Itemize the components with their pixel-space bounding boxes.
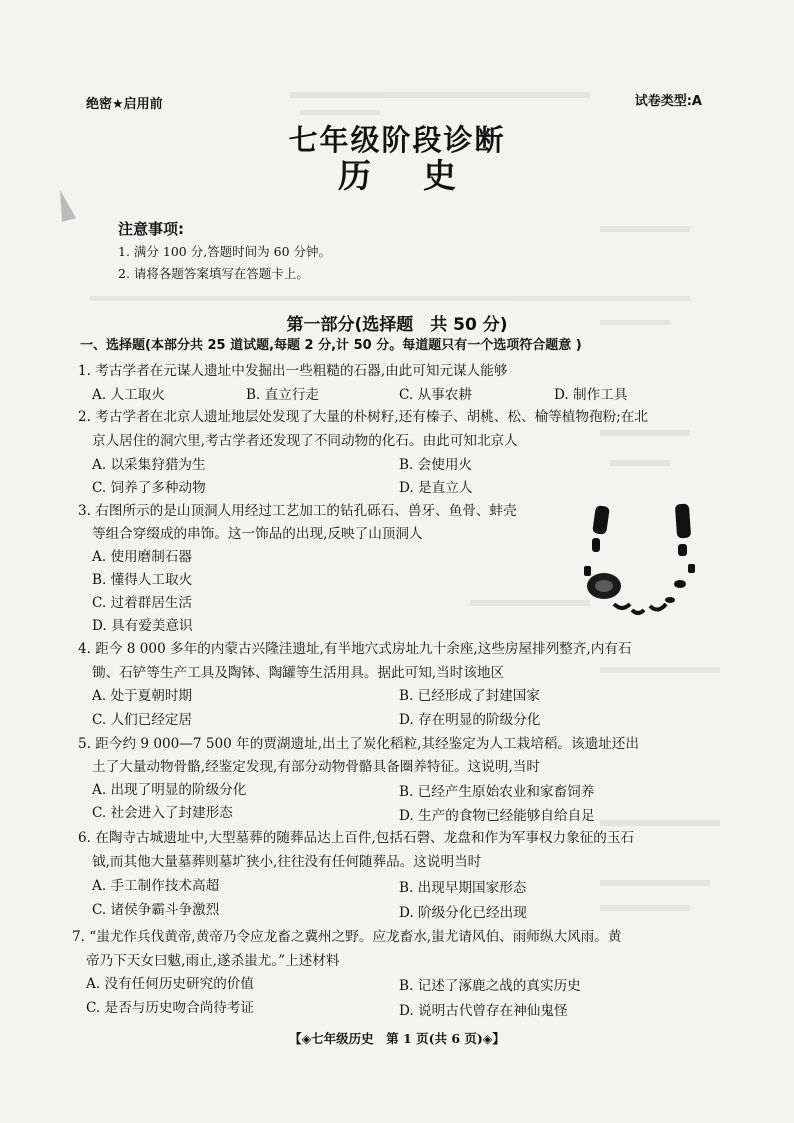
question-7-option-c: C. 是否与历史吻合尚待考证: [86, 1000, 255, 1016]
question-7-option-a: A. 没有任何历史研究的价值: [86, 976, 254, 992]
question-2-option-a: A. 以采集狩猎为生: [92, 457, 206, 473]
question-6-option-d: D. 阶级分化已经出现: [399, 905, 527, 921]
question-7-stem: 7. “蚩尤作兵伐黄帝,黄帝乃令应龙畜之冀州之野。应龙畜水,蚩尤请风伯、雨师纵大风雨。黄: [72, 929, 622, 945]
question-6-option-a: A. 手工制作技术高超: [92, 878, 220, 894]
question-6-stem: 钺,而其他大量墓葬则墓圹狭小,往往没有任何随葬品。这说明当时: [92, 854, 482, 870]
question-7-stem: 帝乃下天女曰魃,雨止,遂杀蚩尤。”上述材料: [86, 953, 340, 969]
confidential-label: 绝密★启用前: [86, 97, 163, 112]
question-2-option-c: C. 饲养了多种动物: [92, 480, 206, 496]
exam-title: 七年级阶段诊断: [288, 123, 506, 157]
subject-title: 历史: [338, 156, 508, 195]
paper-type: 试卷类型:A: [634, 94, 702, 109]
question-1-option-a: A. 人工取火: [92, 387, 165, 403]
question-2-option-d: D. 是直立人: [399, 480, 473, 496]
shell-ornament-necklace-icon: [570, 498, 710, 626]
question-4-option-d: D. 存在明显的阶级分化: [399, 712, 541, 728]
question-5-option-b: B. 已经产生原始农业和家畜饲养: [399, 784, 595, 800]
question-1-option-d: D. 制作工具: [554, 387, 628, 403]
question-3-option-d: D. 具有爱美意识: [92, 618, 193, 634]
question-3-stem: 等组合穿缀成的串饰。这一饰品的出现,反映了山顶洞人: [92, 526, 423, 542]
question-2-stem: 2. 考古学者在北京人遗址地层处发现了大量的朴树籽,还有榛子、胡桃、松、榆等植物孢粉;在北: [78, 409, 648, 425]
notes-heading: 注意事项:: [118, 220, 184, 238]
question-4-option-a: A. 处于夏朝时期: [92, 688, 193, 704]
note-item: 2. 请将各题答案填写在答题卡上。: [118, 266, 309, 281]
question-4-stem: 4. 距今 8 000 多年的内蒙古兴隆洼遗址,有半地穴式房址九十余座,这些房屋排列整齐,内有石: [78, 641, 632, 657]
section-instruction: 一、选择题(本部分共 25 道试题,每题 2 分,计 50 分。每道题只有一个选项符合题意 ): [80, 338, 582, 353]
question-2-option-b: B. 会使用火: [399, 457, 473, 473]
question-3-option-b: B. 懂得人工取火: [92, 572, 193, 588]
question-5-stem: 5. 距今约 9 000—7 500 年的贾湖遗址,出土了炭化稻粒,其经鉴定为人工栽培稻。该遗址还出: [78, 736, 639, 752]
question-5-option-d: D. 生产的食物已经能够自给自足: [399, 808, 595, 824]
question-7-option-b: B. 记述了涿鹿之战的真实历史: [399, 978, 581, 994]
question-5-stem: 土了大量动物骨骼,经鉴定发现,有部分动物骨骼具备圈养特征。这说明,当时: [92, 759, 540, 775]
question-6-option-b: B. 出现早期国家形态: [399, 880, 527, 896]
page-footer: 【◈七年级历史 第 1 页(共 6 页)◈】: [289, 1031, 505, 1046]
part-title: 第一部分(选择题 共 50 分): [286, 315, 508, 335]
question-1-option-b: B. 直立行走: [246, 387, 320, 403]
question-3-option-c: C. 过着群居生活: [92, 595, 193, 611]
question-3-stem: 3. 右图所示的是山顶洞人用经过工艺加工的钻孔砾石、兽牙、鱼骨、蚌壳: [78, 503, 517, 519]
note-item: 1. 满分 100 分,答题时间为 60 分钟。: [118, 244, 332, 259]
question-7-option-d: D. 说明古代曾存在神仙鬼怪: [399, 1003, 568, 1019]
question-3-option-a: A. 使用磨制石器: [92, 549, 193, 565]
question-5-option-a: A. 出现了明显的阶级分化: [92, 782, 247, 798]
question-5-option-c: C. 社会进入了封建形态: [92, 805, 233, 821]
question-4-option-c: C. 人们已经定居: [92, 712, 193, 728]
question-6-stem: 6. 在陶寺古城遗址中,大型墓葬的随葬品达上百件,包括石磬、龙盘和作为军事权力象征的玉石: [78, 830, 635, 846]
question-1-option-c: C. 从事农耕: [399, 387, 472, 403]
question-2-stem: 京人居住的洞穴里,考古学者还发现了不同动物的化石。由此可知北京人: [92, 433, 518, 449]
question-4-option-b: B. 已经形成了封建国家: [399, 688, 540, 704]
question-1-stem: 1. 考古学者在元谋人遗址中发掘出一些粗糙的石器,由此可知元谋人能够: [78, 363, 508, 379]
question-4-stem: 锄、石铲等生产工具及陶钵、陶罐等生活用具。据此可知,当时该地区: [92, 665, 505, 681]
question-6-option-c: C. 诸侯争霸斗争激烈: [92, 902, 220, 918]
